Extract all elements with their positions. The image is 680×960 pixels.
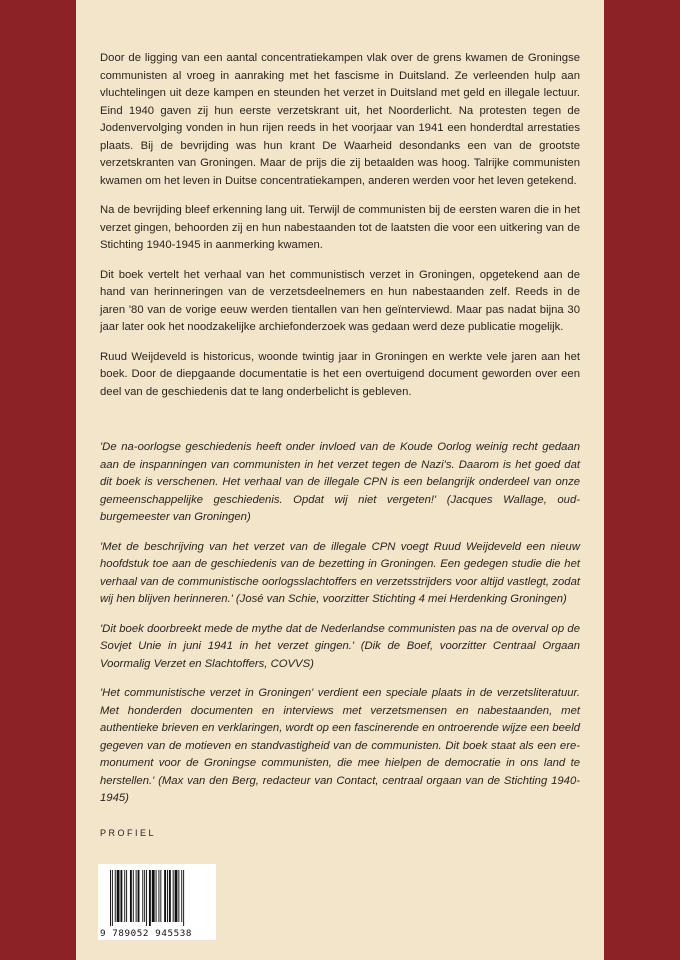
body-paragraph: Ruud Weijdeveld is historicus, woonde twintig jaar in Groningen en werkte vele jaren aan het boek. Door de diepgaande documentatie is het een overtuigend document geworden over een deel van de geschiedenis dat te lang onderbelicht is gebleven. (100, 350, 580, 398)
barcode-bar (175, 870, 178, 922)
barcode-bar (138, 870, 140, 922)
review-quote: 'De na-oorlogse geschiedenis heeft onder invloed van de Koude Oorlog weinig recht gedaan aan de inspanningen van communisten in het verzet tegen de Nazi's. Daarom is het goed dat dit boek is verschenen. Het verhaal van de illegale CPN is een belangrijk onderdeel van onze gemeenschappelijke geschiedenis. Opdat wij niet vergeten!' (Jacques Wallage, oud-burgemeester van Groningen) (100, 441, 580, 523)
barcode-bar (164, 870, 166, 922)
barcode-bar (152, 870, 155, 922)
barcode-bar (183, 870, 184, 926)
publisher-name: PROFIEL (100, 828, 157, 838)
barcode-bar (178, 870, 179, 922)
barcode-bar (173, 870, 174, 922)
barcode-bar (142, 870, 143, 922)
isbn-barcode (98, 864, 216, 940)
barcode-bar (112, 870, 113, 926)
review-quote: 'Dit boek doorbreekt mede de mythe dat de Nederlandse communisten pas na de overval op de Sovjet Unie in juni 1941 in het verzet gingen.' (Dik de Boef, voorzitter Centraal Orgaan Voormalig Verzet en Slachtoffers, COVVS) (100, 622, 580, 670)
barcode-bar (117, 870, 120, 922)
barcode-bar (120, 870, 122, 922)
barcode-bar (126, 870, 127, 922)
barcode-bar (133, 870, 134, 922)
barcode-bar (115, 870, 116, 922)
barcode-bar (136, 870, 137, 922)
body-paragraph: Dit boek vertelt het verhaal van het communistisch verzet in Groningen, opgetekend aan de hand van herinneringen van de verzetsdeelnemers en hun nabestaanden zelf. Reeds in de jaren '80 van de vorige eeuw werden tientallen van hen geïnterviewd. Maar pas nadat bijna 30 jaar later ook het noodzakelijke archiefonderzoek was gedaan werd deze publicatie mogelijk. (100, 268, 580, 333)
barcode-bar (167, 870, 168, 922)
barcode-bar (124, 870, 125, 922)
body-paragraph: Na de bevrijding bleef erkenning lang uit. Terwijl de communisten bij de eersten waren die in het verzet gingen, behoorden zij en hun nabestaanden tot de laatsten die voor een uitkering van de Stichting 1940-1945 in aanmerking kwamen. (100, 204, 580, 251)
back-cover (76, 0, 604, 960)
cover-text (100, 50, 580, 820)
barcode-bar (158, 870, 159, 922)
barcode-bar (169, 870, 171, 922)
barcode-bar (144, 870, 145, 922)
body-paragraph: Door de ligging van een aantal concentratiekampen vlak over de grens kwamen de Groningse communisten al vroeg in aanraking met het fascisme in Duitsland. Ze verleenden hulp aan vluchtelingen uit deze kampen en steunden het verzet in Duitsland met geld en illegale lectuur. Eind 1940 gaven zij hun eerste verzetskrant uit, het Noorderlicht. Na protesten tegen de Jodenvervolging vonden in hun rijen reeds in het voorjaar van 1941 een honderdtal arrestaties plaats. Bij de bevrijding was hun krant De Waarheid desondanks een van de grootste verzetskranten van Groningen. Maar de prijs die zij betaalden was hoog. Talrijke communisten kwamen om het leven in Duitse concentratiekampen, anderen werden voor het leven getekend. (100, 52, 580, 187)
barcode-bars (110, 870, 204, 926)
barcode-bar (110, 870, 111, 926)
review-quote: 'Het communistische verzet in Groningen' verdient een speciale plaats in de verzetsliteratuur. Met honderden documenten en interviews met verzetsmensen en nabestaanden, met authentieke brieven en verklaringen, wordt op een fascinerende en ontroerende wijze een beeld gegeven van de motieven en standvastigheid van de communisten. Dit boek staat als een ere-monument voor de Groningse communisten, die mee hielpen de democratie in ons land te herstellen.' (Max van den Berg, redacteur van Contact, centraal orgaan van de Stichting 1940-1945) (100, 687, 580, 804)
barcode-bar (181, 870, 182, 922)
barcode-bar (160, 870, 161, 922)
barcode-bar (130, 870, 132, 922)
barcode-bar (149, 870, 151, 926)
isbn-number: 9 789052 945538 (100, 928, 192, 939)
barcode-bar (146, 870, 147, 926)
barcode-bar (156, 870, 157, 922)
review-quote: 'Met de beschrijving van het verzet van de illegale CPN voegt Ruud Weijdeveld een nieuw hoofdstuk toe aan de geschiedenis van de bezetting in Groningen. Een gedegen studie die het verhaal van de communistische oorlogsslachtoffers en verzetsstrijders voor altijd vastlegt, zodat wij hen blijven herinneren.' (José van Schie, voorzitter Stichting 4 mei Herdenking Groningen) (100, 540, 580, 605)
review-quotes (100, 439, 580, 808)
